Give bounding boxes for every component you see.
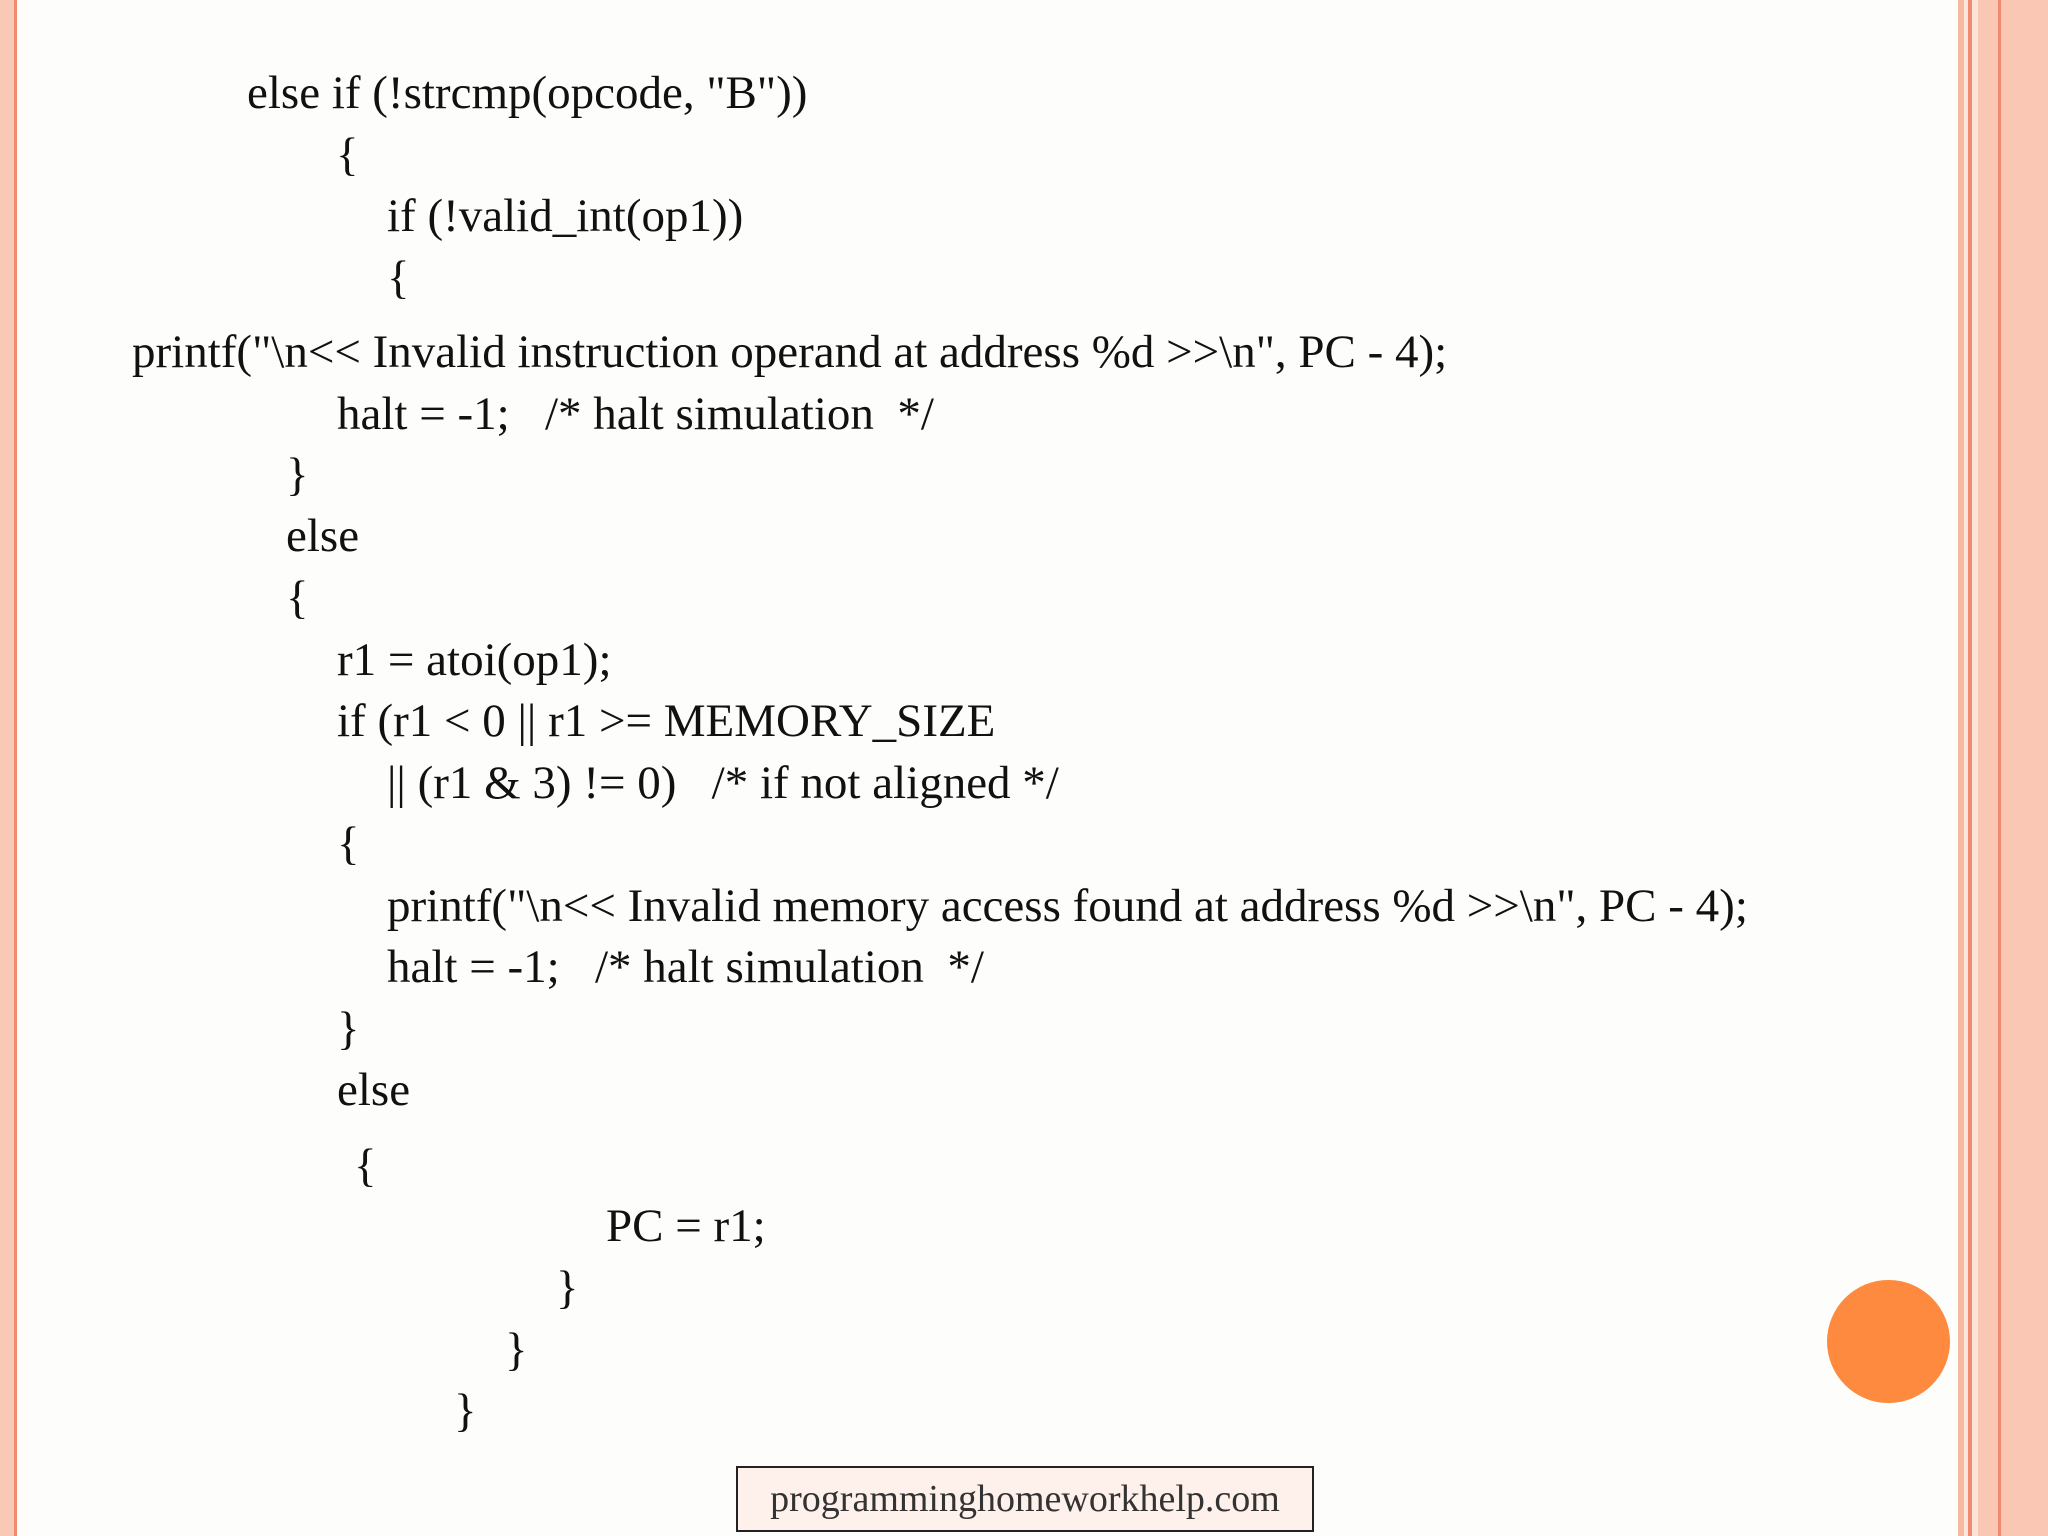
code-line: else if (!strcmp(opcode, "B")) (247, 67, 808, 119)
right-border-stripe (1978, 0, 1998, 1536)
code-line: } (505, 1324, 528, 1376)
code-line: else (337, 1064, 411, 1116)
decorative-circle (1827, 1280, 1950, 1403)
code-line: { (354, 1140, 377, 1192)
code-line: { (286, 572, 309, 624)
code-line: if (r1 < 0 || r1 >= MEMORY_SIZE (337, 695, 996, 747)
website-label: programminghomeworkhelp.com (770, 1478, 1280, 1520)
right-border-stripe (2001, 0, 2048, 1536)
code-line: printf("\n<< Invalid instruction operand at address %d >>\n", PC - 4); (132, 326, 1448, 378)
code-line: } (286, 449, 309, 501)
code-line: r1 = atoi(op1); (337, 634, 612, 686)
code-line: } (556, 1262, 579, 1314)
code-line: if (!valid_int(op1)) (387, 190, 744, 242)
code-line: { (336, 129, 359, 181)
code-line: || (r1 & 3) != 0) /* if not aligned */ (387, 757, 1059, 809)
code-line: } (337, 1003, 360, 1055)
code-line: } (454, 1385, 477, 1437)
code-line: halt = -1; /* halt simulation */ (387, 941, 984, 993)
code-line: halt = -1; /* halt simulation */ (337, 388, 934, 440)
code-line: PC = r1; (606, 1200, 766, 1252)
code-line: { (337, 818, 360, 870)
code-line: { (387, 252, 410, 304)
website-footer (736, 1466, 1314, 1532)
code-line: printf("\n<< Invalid memory access found at address %d >>\n", PC - 4); (387, 880, 1748, 932)
code-line: else (286, 510, 360, 562)
